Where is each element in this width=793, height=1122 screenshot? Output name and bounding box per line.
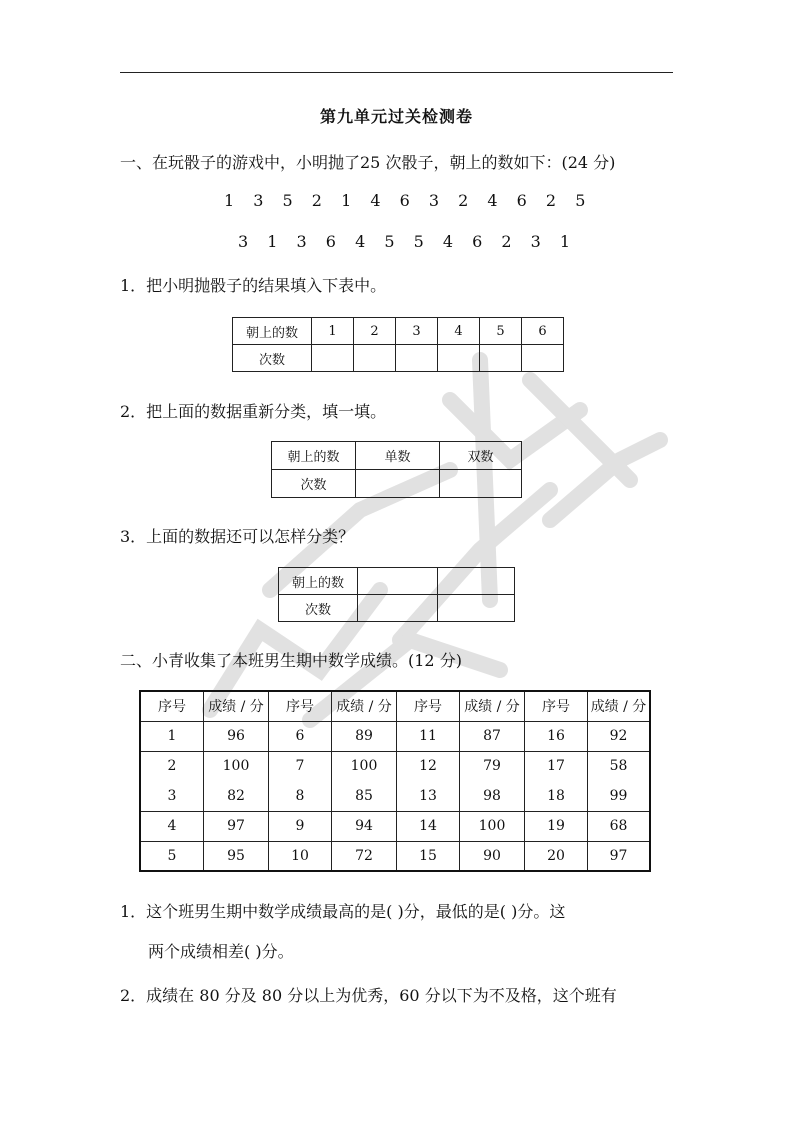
- scores-header-cell: 序号: [140, 691, 204, 721]
- dice-numbers-row2: 3 1 3 6 4 5 5 4 6 2 3 1: [238, 232, 571, 251]
- table-row: [140, 811, 650, 841]
- section2-heading: 二、小青收集了本班男生期中数学成绩。(12 分): [120, 651, 462, 670]
- table-header-cell: 1: [312, 318, 354, 345]
- table-cell: 82: [204, 781, 269, 811]
- scores-header-cell: 成绩 / 分: [204, 691, 269, 721]
- table-row-label: 次数: [233, 345, 312, 372]
- answer-cell[interactable]: [522, 345, 564, 372]
- table-cell: 20: [525, 841, 588, 871]
- scores-header-cell: 序号: [397, 691, 460, 721]
- table-cell: 96: [204, 721, 269, 751]
- dice-result-table: [232, 317, 564, 372]
- table-cell: 9: [269, 811, 332, 841]
- table-cell: 16: [525, 721, 588, 751]
- table-cell: 4: [140, 811, 204, 841]
- table-cell: 17: [525, 751, 588, 781]
- table-cell: 58: [588, 751, 651, 781]
- table-cell: 2: [140, 751, 204, 781]
- question-3: 3．上面的数据还可以怎样分类？: [120, 527, 355, 546]
- answer-cell[interactable]: [356, 470, 440, 498]
- table-cell: 90: [460, 841, 525, 871]
- table-row: [140, 721, 650, 751]
- scores-header-cell: 成绩 / 分: [460, 691, 525, 721]
- table-cell: 97: [588, 841, 651, 871]
- dice-numbers-row1: 1 3 5 2 1 4 6 3 2 4 6 2 5: [224, 191, 586, 210]
- section1-heading: 一、在玩骰子的游戏中，小明抛了25 次骰子，朝上的数如下：(24 分): [120, 153, 616, 172]
- table-cell: 100: [332, 751, 397, 781]
- answer-cell[interactable]: [358, 568, 438, 595]
- table-row-label: 次数: [279, 595, 358, 622]
- table-cell: 89: [332, 721, 397, 751]
- table-row: [140, 841, 650, 871]
- table-cell: 100: [460, 811, 525, 841]
- table-cell: 92: [588, 721, 651, 751]
- answer-cell[interactable]: [438, 345, 480, 372]
- table-cell: 13: [397, 781, 460, 811]
- table-cell: 7: [269, 751, 332, 781]
- odd-even-table: [271, 441, 522, 498]
- question-2: 2．把上面的数据重新分类，填一填。: [120, 402, 387, 421]
- table-header-cell: 单数: [356, 442, 440, 470]
- table-header-cell: 5: [480, 318, 522, 345]
- scores-header-cell: 序号: [525, 691, 588, 721]
- table-row: [140, 781, 650, 811]
- table-cell: 3: [140, 781, 204, 811]
- table-cell: 99: [588, 781, 651, 811]
- answer-cell[interactable]: [354, 345, 396, 372]
- table-cell: 98: [460, 781, 525, 811]
- section2-question-2: 2．成绩在 80 分及 80 分以上为优秀，60 分以下为不及格，这个班有: [120, 986, 617, 1005]
- scores-header-cell: 成绩 / 分: [588, 691, 651, 721]
- answer-cell[interactable]: [480, 345, 522, 372]
- answer-cell[interactable]: [312, 345, 354, 372]
- table-header-cell: 双数: [440, 442, 522, 470]
- question-1: 1．把小明抛骰子的结果填入下表中。: [120, 276, 387, 295]
- table-cell: 18: [525, 781, 588, 811]
- table-cell: 95: [204, 841, 269, 871]
- scores-table: [139, 690, 651, 872]
- table-header-cell: 朝上的数: [233, 318, 312, 345]
- table-cell: 14: [397, 811, 460, 841]
- table-cell: 94: [332, 811, 397, 841]
- answer-cell[interactable]: [396, 345, 438, 372]
- table-cell: 12: [397, 751, 460, 781]
- top-rule: [120, 72, 673, 73]
- table-cell: 79: [460, 751, 525, 781]
- table-cell: 97: [204, 811, 269, 841]
- answer-cell[interactable]: [438, 568, 515, 595]
- table-cell: 10: [269, 841, 332, 871]
- section2-question-1: 1．这个班男生期中数学成绩最高的是( )分，最低的是( )分。这: [120, 902, 566, 921]
- table-header-cell: 朝上的数: [279, 568, 358, 595]
- answer-cell[interactable]: [440, 470, 522, 498]
- custom-classification-table: [278, 567, 515, 622]
- table-cell: 5: [140, 841, 204, 871]
- page-title: 第九单元过关检测卷: [319, 107, 473, 126]
- table-header-cell: 3: [396, 318, 438, 345]
- answer-cell[interactable]: [358, 595, 438, 622]
- table-cell: 6: [269, 721, 332, 751]
- table-row: [140, 751, 650, 781]
- table-cell: 11: [397, 721, 460, 751]
- scores-header-cell: 序号: [269, 691, 332, 721]
- section2-question-1-cont: 两个成绩相差( )分。: [148, 942, 294, 961]
- table-cell: 19: [525, 811, 588, 841]
- table-header-cell: 朝上的数: [272, 442, 356, 470]
- table-cell: 8: [269, 781, 332, 811]
- table-cell: 100: [204, 751, 269, 781]
- table-cell: 1: [140, 721, 204, 751]
- table-header-cell: 6: [522, 318, 564, 345]
- table-header-cell: 2: [354, 318, 396, 345]
- table-cell: 15: [397, 841, 460, 871]
- scores-header-cell: 成绩 / 分: [332, 691, 397, 721]
- table-cell: 87: [460, 721, 525, 751]
- answer-cell[interactable]: [438, 595, 515, 622]
- table-cell: 72: [332, 841, 397, 871]
- table-cell: 68: [588, 811, 651, 841]
- table-cell: 85: [332, 781, 397, 811]
- table-header-cell: 4: [438, 318, 480, 345]
- table-row-label: 次数: [272, 470, 356, 498]
